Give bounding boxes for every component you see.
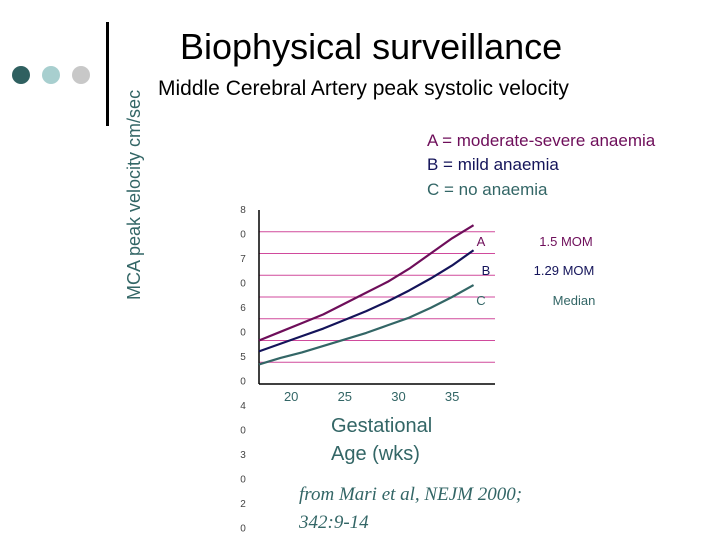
y-tick-label: 3 (240, 450, 246, 461)
y-tick-label: 4 (240, 401, 246, 412)
y-tick-label: 0 (240, 327, 246, 339)
y-tick-label: 6 (240, 303, 246, 314)
legend-a: A = moderate-severe anaemia (427, 131, 656, 150)
y-tick-label: 5 (240, 352, 246, 363)
y-tick-label: 7 (240, 254, 246, 265)
legend-c: C = no anaemia (427, 180, 548, 199)
y-tick-label: 8 (240, 205, 246, 216)
y-tick-label: 0 (240, 376, 246, 388)
series-line-a (259, 225, 474, 340)
slide-subtitle: Middle Cerebral Artery peak systolic velocity (158, 77, 569, 100)
x-tick-label: 25 (337, 389, 353, 404)
series-label-a: A (476, 234, 486, 249)
y-tick-label: 0 (240, 474, 246, 486)
y-tick-label: 2 (240, 499, 246, 510)
x-tick-label: 20 (283, 389, 299, 404)
slide-title: Biophysical surveillance (180, 26, 563, 67)
x-tick-label: 35 (444, 389, 460, 404)
series-annotation-a: 1.5 MOM (539, 234, 593, 249)
x-axis-label (331, 412, 432, 468)
legend-b: B = mild anaemia (427, 155, 559, 174)
series-annotation-b: 1.29 MOM (533, 263, 595, 278)
y-tick-label: 0 (240, 425, 246, 437)
x-axis-label-line1: Gestational (331, 415, 433, 437)
y-tick-label: 0 (240, 229, 246, 241)
y-axis-label: MCA peak velocity cm/sec (124, 89, 144, 300)
x-axis-label-line2: Age (wks) (331, 443, 420, 465)
series-label-c: C (476, 293, 486, 308)
citation-line2: 342:9-14 (299, 512, 369, 533)
y-tick-label: 0 (240, 523, 246, 535)
series-line-b (259, 250, 474, 351)
series-annotation-c: Median (552, 293, 596, 308)
series-label-b: B (481, 263, 491, 278)
citation-line1: from Mari et al, NEJM 2000; (299, 484, 523, 505)
x-tick-label: 30 (391, 389, 406, 404)
y-tick-label: 0 (240, 278, 246, 290)
citation (299, 481, 522, 537)
